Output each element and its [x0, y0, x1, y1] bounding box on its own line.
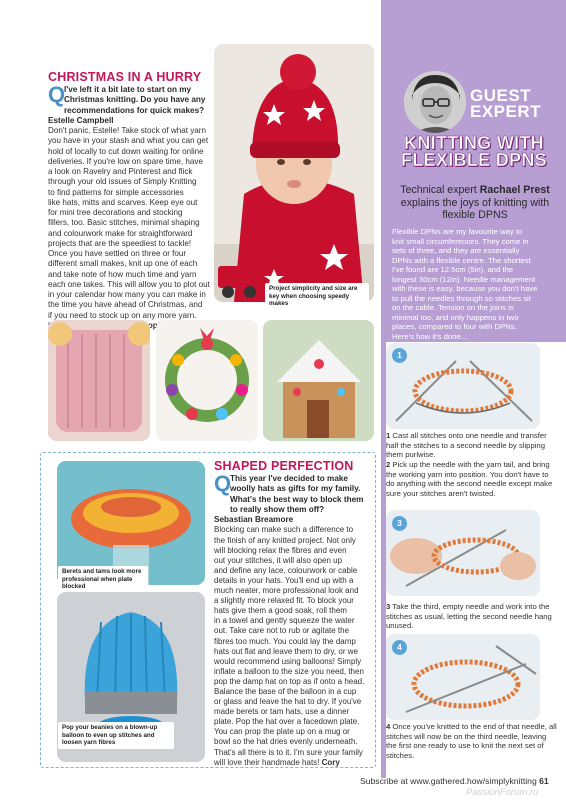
intro-line: minimal too, and only happens in two	[392, 312, 519, 322]
step-1-body: Cast all stitches onto one needle and transfer half the stitches to a second needle by slipping them purlwise.	[386, 431, 547, 459]
intro-line: with these is easy, because you don't have	[392, 284, 538, 294]
question-mark-icon: Q	[48, 82, 66, 107]
intro-line: knit small circumferences. They come in	[392, 236, 529, 246]
answer-line: or glass and leave the hat to dry. If you've	[214, 697, 362, 707]
answer-line: a look on Ravelry and Pinterest and flick	[48, 167, 193, 177]
step-2-number: 2	[386, 460, 391, 469]
answer-line: made berets or tam hats, use a dinner	[214, 707, 350, 717]
answer-line: in a towel and gently squeeze the water	[214, 616, 355, 626]
standfirst	[392, 184, 558, 222]
answer-line: if you need to stock up on any more yarn.	[48, 310, 197, 320]
shaped-question-block	[214, 471, 368, 515]
step-3-photo	[386, 510, 540, 596]
intro-line: on the cable. Tension on the joins is	[392, 303, 514, 313]
shaped-section	[214, 459, 368, 768]
answer-line: and colourwork make for straightforward	[48, 228, 193, 238]
step-3-number: 3	[386, 602, 391, 611]
intro-line: longest 30cm (12in). Needle management	[392, 274, 536, 284]
answer-line: like hats, mitts and scarves. Keep eye out	[48, 197, 198, 207]
answer-line: Don't panic, Estelle! Take stock of what yarn	[48, 126, 206, 136]
answer-line-text: will love their handmade hats!	[214, 757, 320, 767]
needles-illustration-3	[386, 510, 540, 596]
wreath-illustration	[156, 320, 258, 441]
answer-line: bowl so the hat dries evenly underneath.	[214, 737, 358, 747]
step-4-text	[386, 722, 558, 760]
title-line-1: KNITTING WITH	[404, 133, 544, 153]
title-line-2: FLEXIBLE DPNS	[401, 150, 547, 170]
answer-line: in your calendar how many you can make in	[48, 290, 206, 300]
answer-line: fillers, too. Basic stitches, minimal shaping	[48, 218, 200, 228]
answer-line: you have in your stash and what you can get	[48, 136, 209, 146]
christmas-answer	[48, 126, 214, 331]
intro-text	[392, 227, 558, 342]
step-3-text	[386, 602, 558, 631]
answer-line: details in your hats. You'll end up with a	[214, 575, 354, 585]
intro-line: places, compared to four with DPNs.	[392, 322, 517, 332]
step-4-photo	[386, 634, 540, 720]
step-2-text	[386, 460, 558, 498]
answer-line: fibres too much. You could lay the damp	[214, 636, 356, 646]
subscribe-link[interactable]: Subscribe at www.gathered.how/simplyknitting	[360, 776, 537, 786]
answer-line: hats give them a good soak, roll them	[214, 606, 347, 616]
answer-line: for mini tree decorations and stocking	[48, 208, 183, 218]
pink-mittens-photo	[48, 320, 150, 441]
shaped-heading: SHAPED PERFECTION	[214, 459, 354, 473]
question-mark-icon: Q	[214, 471, 232, 496]
shaped-answer	[214, 525, 368, 767]
step-1-badge: 1	[392, 348, 407, 363]
beret-caption: Berets and tams look more professional when plate blocked	[58, 566, 148, 593]
answer-line-last	[214, 758, 368, 768]
shaped-signature: Cory	[321, 757, 340, 767]
intro-line: I've found are 12.5cm (5in), and the	[392, 265, 514, 275]
baby-illustration	[214, 44, 374, 302]
guest-expert-label	[470, 88, 562, 120]
mittens-illustration	[48, 320, 150, 441]
answer-line: Balance the base of the balloon in a cup	[214, 686, 357, 696]
baby-photo-caption: Project simplicity and size are key when choosing speedy makes	[265, 283, 369, 310]
step-2-body: Pick up the needle with the yarn tail, and bring the working yarn into position. You don't have to do anything with the second needle except make sure your stitches aren't twisted.	[386, 460, 553, 498]
step-3-body: Take the third, empty needle and work into the stitches as usual, letting the second needle hang unused.	[386, 602, 552, 630]
needles-illustration-4	[386, 634, 540, 720]
answer-line: inflate a balloon to the size you need, then	[214, 666, 364, 676]
answer-line: through your old issues of Simply Knitting	[48, 177, 197, 187]
expert-portrait	[404, 71, 466, 133]
article-title	[386, 135, 562, 169]
answer-line: out your stitches, it will also open up	[214, 555, 343, 565]
page-number: 61	[539, 776, 549, 786]
step-1-text	[386, 431, 558, 460]
christmas-section	[48, 70, 214, 331]
answer-line: You can prop the plate up on a mug or	[214, 727, 350, 737]
portrait-illustration	[404, 71, 466, 133]
answer-line: and define any lace, colourwork or cable	[214, 565, 358, 575]
step-1-photo	[386, 343, 540, 429]
answer-line: hats out flat and leave them to dry, or we	[214, 646, 358, 656]
christmas-question-block	[48, 82, 214, 116]
answer-line: and take note of how much time and yarn	[48, 269, 197, 279]
guest-line: GUEST	[470, 86, 532, 105]
intro-line: Here's how it's done...	[392, 332, 468, 342]
intro-line: DPNs with a flexible centre. The shortest	[392, 255, 531, 265]
step-4-number: 4	[386, 722, 391, 731]
intro-line: to pull the needles through so stitches sit	[392, 293, 531, 303]
answer-line: would recommend using balloons! Simply	[214, 656, 362, 666]
standfirst-pre: Technical expert	[400, 184, 480, 196]
answer-line: That's all there is to it. I'm sure your family	[214, 747, 363, 757]
christmas-asker: Estelle Campbell	[48, 115, 114, 125]
watermark: PassionForum.ru	[466, 787, 539, 798]
beanie-caption: Pop your beanies on a blown-up balloon to even up stitches and loosen yarn fibres	[58, 722, 174, 749]
answer-line: out. Take care not to rub or agitate the	[214, 626, 350, 636]
answer-line: the time you have ahead of Christmas, and	[48, 300, 203, 310]
answer-line: deliveries. If you're low on spare time, have	[48, 156, 203, 166]
expert-line: EXPERT	[470, 102, 542, 121]
christmas-question: I've left it a bit late to start on my Christmas knitting. Do you have any recommendations for quick makes?	[64, 85, 206, 115]
answer-line: to find patterns for simple accessories	[48, 187, 184, 197]
answer-line: Blocking can make such a difference to	[214, 525, 354, 535]
house-illustration	[263, 320, 374, 441]
step-4-body: Once you've knitted to the end of that needle, all stitches will now be on the third needle, leaving the first one ready to use to knit the next set of stitches.	[386, 722, 557, 760]
page-footer	[360, 776, 549, 786]
christmas-heading: CHRISTMAS IN A HURRY	[48, 70, 202, 84]
answer-line: each one takes. This will allow you to plot out	[48, 279, 210, 289]
heart-wreath-photo	[156, 320, 258, 441]
answer-line: hold of locally to cut down waiting for online	[48, 146, 204, 156]
expert-name: Rachael Prest	[479, 184, 550, 196]
standfirst-post: explains the joys of knitting with flexible DPNS	[400, 196, 550, 222]
answer-line: projects that are the speediest to tackle!	[48, 238, 192, 248]
answer-line: pop the damp hat on top as if onto a head.	[214, 676, 365, 686]
step-4-badge: 4	[392, 640, 407, 655]
answer-line: Once you have settled on three or four	[48, 249, 187, 259]
answer-line: much neater, more professional look and	[214, 586, 359, 596]
step-3-badge: 3	[392, 516, 407, 531]
needles-illustration-1	[386, 343, 540, 429]
baby-knitwear-photo	[214, 44, 374, 302]
step-1-number: 1	[386, 431, 391, 440]
gingerbread-house-photo	[263, 320, 374, 441]
answer-line: will blocking relax the fibres and even	[214, 545, 347, 555]
intro-line: sets of three, and they are essentially	[392, 246, 520, 256]
answer-line: a slightly more relaxed fit. To block your	[214, 596, 354, 606]
shaped-asker: Sebastian Breamore	[214, 515, 294, 525]
shaped-question: This year I've decided to make woolly hats as gifts for my family. What's the best way to block them to really show them off?	[230, 474, 364, 514]
answer-line: the finish of any knitted project. Not only	[214, 535, 356, 545]
intro-line: Flexible DPNs are my favourite way to	[392, 227, 523, 236]
answer-line: different small makes, knit up one of each	[48, 259, 198, 269]
answer-line: plate. Pop the hat over a facedown plate.	[214, 717, 360, 727]
